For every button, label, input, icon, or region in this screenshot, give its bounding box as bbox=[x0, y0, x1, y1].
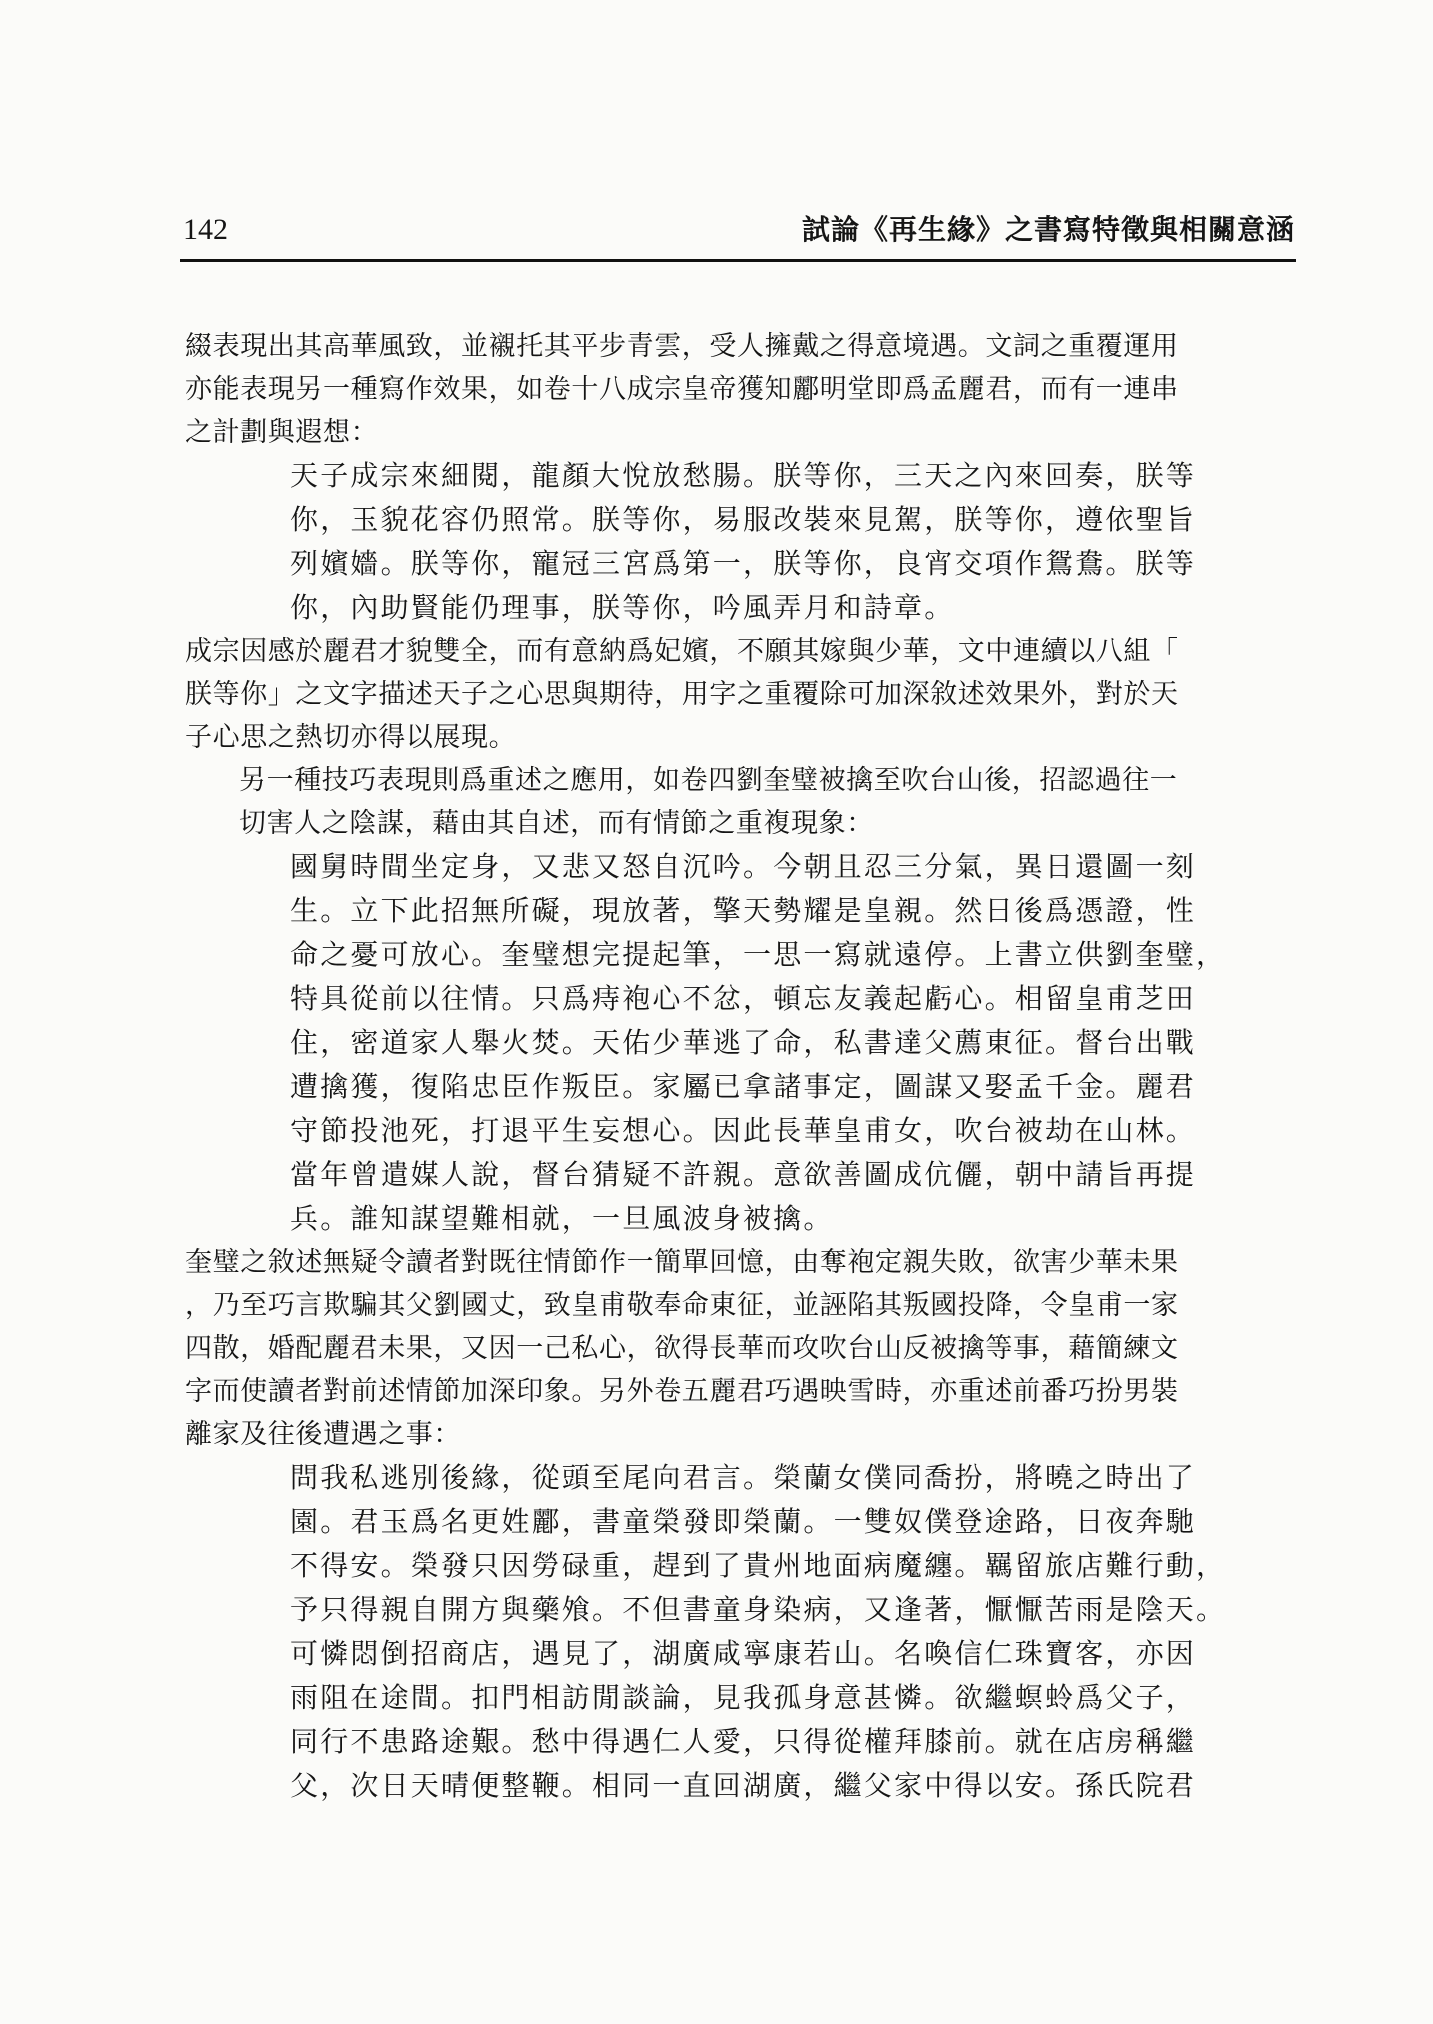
text-line: 同行不患路途艱。愁中得遇仁人愛，只得從權拜膝前。就在店房稱繼 bbox=[290, 1725, 1197, 1758]
text-line: 特具從前以往情。只爲痔袍心不忿，頓忘友義起虧心。相留皇甫芝田 bbox=[290, 982, 1197, 1015]
text-line: 命之憂可放心。奎璧想完提起筆，一思一寫就遠停。上書立供劉奎璧， bbox=[290, 938, 1227, 971]
text-line: ，乃至巧言欺騙其父劉國丈，致皇甫敬奉命東征，並誣陷其叛國投降，令皇甫一家 bbox=[185, 1290, 1179, 1321]
text-line: 遭擒獲，復陷忠臣作叛臣。家屬已拿諸事定，圖謀又娶孟千金。麗君 bbox=[290, 1070, 1197, 1103]
text-line: 奎璧之敘述無疑令讀者對既往情節作一簡單回憶，由奪袍定親失敗，欲害少華未果 bbox=[185, 1247, 1179, 1278]
text-line: 朕等你」之文字描述天子之心思與期待，用字之重覆除可加深敘述效果外，對於天 bbox=[185, 679, 1179, 710]
text-line: 父，次日天晴便整鞭。相同一直回湖廣，繼父家中得以安。孫氏院君 bbox=[290, 1769, 1197, 1802]
paragraph bbox=[185, 325, 1293, 454]
text-line: 字而使讀者對前述情節加深印象。另外卷五麗君巧遇映雪時，亦重述前番巧扮男裝 bbox=[185, 1376, 1179, 1407]
text-line: 切害人之陰謀，藉由其自述，而有情節之重複現象： bbox=[239, 808, 874, 839]
paragraph bbox=[185, 630, 1293, 759]
text-line: 園。君玉爲名更姓酈，書童榮發即榮蘭。一雙奴僕登途路，日夜奔馳 bbox=[290, 1505, 1197, 1538]
text-line: 綴表現出其高華風致，並襯托其平步青雲，受人擁戴之得意境遇。文詞之重覆運用 bbox=[185, 331, 1179, 362]
text-line: 亦能表現另一種寫作效果，如卷十八成宗皇帝獲知酈明堂即爲孟麗君，而有一連串 bbox=[185, 374, 1179, 405]
text-line: 四散，婚配麗君未果，又因一己私心，欲得長華而攻吹台山反被擒等事，藉簡練文 bbox=[185, 1333, 1179, 1364]
text-line: 問我私逃別後緣，從頭至尾向君言。榮蘭女僕同喬扮，將曉之時出了 bbox=[290, 1461, 1197, 1494]
text-line: 可憐悶倒招商店，遇見了，湖廣咸寧康若山。名喚信仁珠寶客，亦因 bbox=[290, 1637, 1197, 1670]
running-title: 試論《再生緣》之書寫特徵與相關意涵 bbox=[801, 213, 1295, 246]
paragraph bbox=[185, 1241, 1293, 1456]
page-header bbox=[183, 212, 1295, 262]
text-line: 子心思之熱切亦得以展現。 bbox=[185, 722, 517, 753]
block-quote bbox=[290, 845, 1293, 1241]
page-number: 142 bbox=[183, 213, 228, 246]
header-rule bbox=[180, 259, 1296, 262]
paragraph bbox=[185, 759, 1293, 845]
block-quote bbox=[290, 454, 1293, 630]
text-line: 天子成宗來細閱，龍顏大悅放愁腸。朕等你，三天之內來回奏，朕等 bbox=[290, 459, 1197, 492]
text-line: 離家及往後遭遇之事： bbox=[185, 1419, 461, 1450]
text-line: 不得安。榮發只因勞碌重，趕到了貴州地面病魔纏。羈留旅店難行動， bbox=[290, 1549, 1227, 1582]
text-line: 守節投池死，打退平生妄想心。因此長華皇甫女，吹台被劫在山林。 bbox=[290, 1114, 1197, 1147]
block-quote bbox=[290, 1456, 1293, 1808]
text-line: 雨阻在途間。扣門相訪閒談論，見我孤身意甚憐。欲繼螟蛉爲父子， bbox=[290, 1681, 1197, 1714]
text-line: 兵。誰知謀望難相就，一旦風波身被擒。 bbox=[290, 1202, 834, 1235]
text-line: 住，密道家人舉火焚。天佑少華逃了命，私書達父薦東征。督台出戰 bbox=[290, 1026, 1197, 1059]
text-line: 生。立下此招無所礙，現放著，擎天勢耀是皇親。然日後爲憑證，性 bbox=[290, 894, 1197, 927]
text-line: 列嬪嬙。朕等你，寵冠三宮爲第一，朕等你，良宵交項作鴛鴦。朕等 bbox=[290, 547, 1197, 580]
text-line: 另一種技巧表現則爲重述之應用，如卷四劉奎璧被擒至吹台山後，招認過往一 bbox=[239, 765, 1178, 796]
text-line: 成宗因感於麗君才貌雙全，而有意納爲妃嬪，不願其嫁與少華，文中連續以八組「 bbox=[185, 636, 1179, 667]
text-line: 你，玉貌花容仍照常。朕等你，易服改裝來見駕，朕等你，遵依聖旨 bbox=[290, 503, 1197, 536]
text-line: 你，內助賢能仍理事，朕等你，吟風弄月和詩章。 bbox=[290, 591, 955, 624]
text-line: 當年曾遣媒人說，督台猜疑不許親。意欲善圖成伉儷，朝中請旨再提 bbox=[290, 1158, 1197, 1191]
text-line: 予只得親自開方與藥飧。不但書童身染病，又逢著，懨懨苦雨是陰天。 bbox=[290, 1593, 1227, 1626]
text-line: 之計劃與遐想： bbox=[185, 417, 379, 448]
body-text bbox=[185, 325, 1293, 1808]
text-line: 國舅時間坐定身，又悲又怒自沉吟。今朝且忍三分氣，異日還圖一刻 bbox=[290, 850, 1197, 883]
